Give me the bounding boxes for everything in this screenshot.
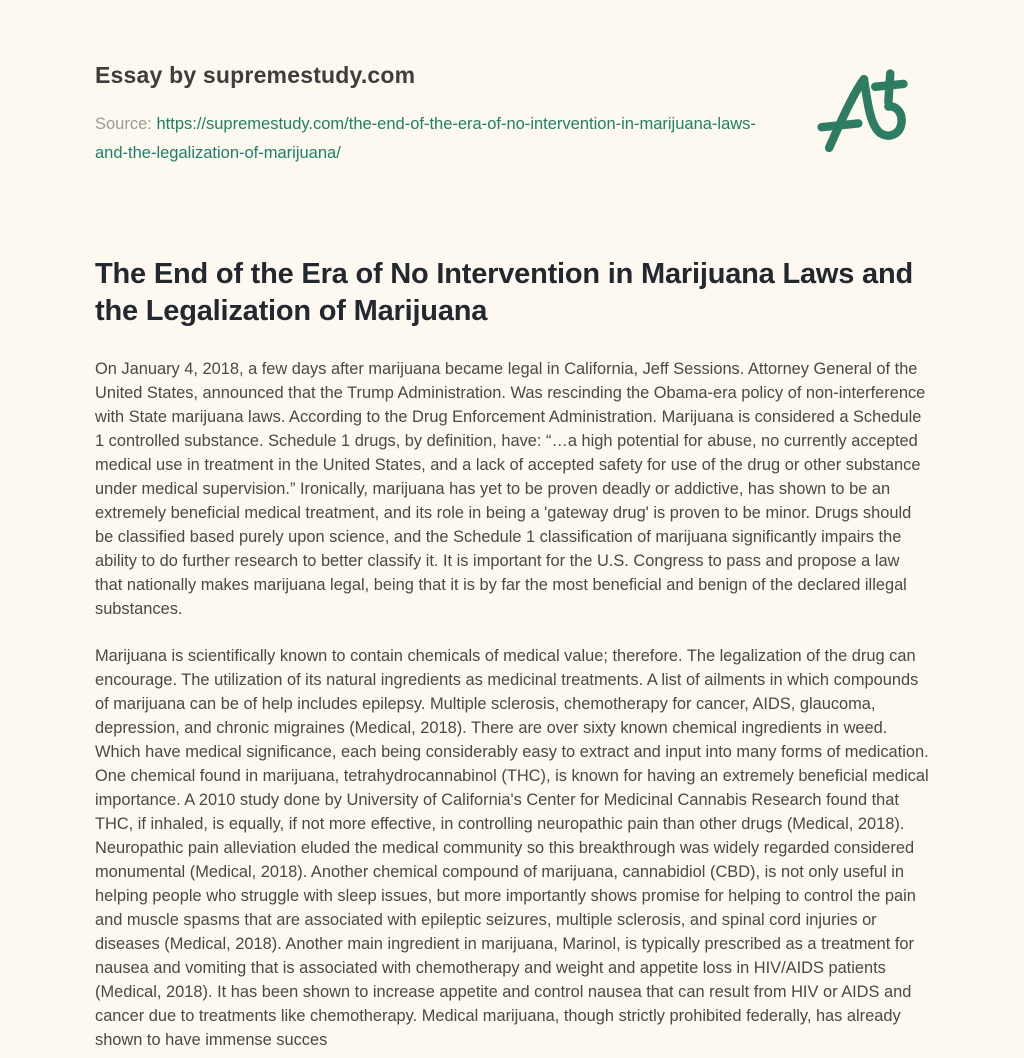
source-label: Source: xyxy=(95,115,152,133)
essay-paragraph-1: On January 4, 2018, a few days after marijuana became legal in California, Jeff Sessions. Attorney General of the United States, announced that the Trump Administration. Was rescinding the Obama-era policy of non-interference with State marijuana laws. According to the Drug Enforcement Administration. Marijuana is considered a Schedule 1 controlled substance. Schedule 1 drugs, by definition, have: “…a high potential for abuse, no currently accepted medical use in treatment in the United States, and a lack of accepted safety for use of the drug or other substance under medical supervision.” Ironically, marijuana has yet to be proven deadly or addictive, has shown to be an extremely beneficial medical treatment, and its role in being a 'gateway drug' is proven to be minor. Drugs should be classified based purely upon science, and the Schedule 1 classification of marijuana significantly impairs the ability to do further research to better classify it. It is important for the U.S. Congress to pass and propose a law that nationally makes marijuana legal, being that it is by far the most beneficial and benign of the declared illegal substances. xyxy=(95,360,926,618)
source-url-link[interactable]: https://supremestudy.com/the-end-of-the-era-of-no-intervention-in-marijuana-laws-and-the-legalization-of-marijuana/ xyxy=(95,115,756,162)
source-block xyxy=(95,110,763,168)
essay-article xyxy=(95,256,930,1052)
site-title: Essay by supremestudy.com xyxy=(95,62,416,88)
essay-paragraph-2: Marijuana is scientifically known to contain chemicals of medical value; therefore. The legalization of the drug can encourage. The utilization of its natural ingredients as medicinal treatments. A list of ailments in which compounds of marijuana can be of help includes epilepsy. Multiple sclerosis, chemotherapy for cancer, AIDS, glaucoma, depression, and chronic migraines (Medical, 2018). There are over sixty known chemical ingredients in weed. Which have medical significance, each being considerably easy to extract and input into many forms of medication. One chemical found in marijuana, tetrahydrocannabinol (THC), is known for having an extremely beneficial medical importance. A 2010 study done by University of California's Center for Medicinal Cannabis Research found that THC, if inhaled, is equally, if not more effective, in controlling neuropathic pain than other drugs (Medical, 2018). Neuropathic pain alleviation eluded the medical community so this breakthrough was widely regarded considered monumental (Medical, 2018). Another chemical compound of marijuana, cannabidiol (CBD), is not only useful in helping people who struggle with sleep issues, but more importantly shows promise for helping to control the pain and muscle spasms that are associated with epileptic seizures, multiple sclerosis, and spinal cord injuries or diseases (Medical, 2018). Another main ingredient in marijuana, Marinol, is typically prescribed as a treatment for nausea and vomiting that is associated with chemotherapy and weight and appetite loss in HIV/AIDS patients (Medical, 2018). It has been shown to increase appetite and control nausea that can result from HIV or AIDS and cancer due to treatments like chemotherapy. Medical marijuana, though strictly prohibited federally, has already shown to have immense succes xyxy=(95,647,929,1049)
essay-body xyxy=(95,357,930,1052)
a-plus-logo-icon xyxy=(816,66,910,162)
essay-title: The End of the Era of No Intervention in Marijuana Laws and the Legalization of Marijuana xyxy=(95,258,913,327)
page-header xyxy=(95,62,930,168)
